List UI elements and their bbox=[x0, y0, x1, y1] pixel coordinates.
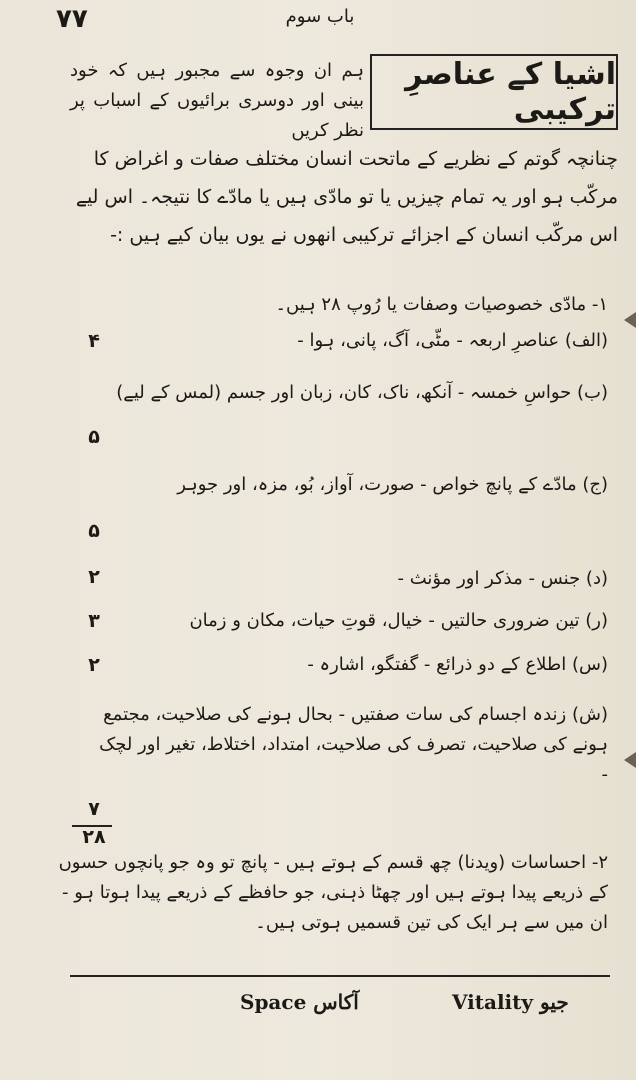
count-states: ۳ bbox=[88, 610, 100, 632]
count-gender: ۲ bbox=[88, 566, 100, 588]
footnote-divider bbox=[70, 975, 610, 977]
list-item-material: ۱- مادّی خصوصیات وصفات یا رُوپ ۲۸ ہیں۔ bbox=[275, 294, 608, 315]
count-elements: ۴ bbox=[88, 330, 100, 352]
list-item-sensations: ۲- احساسات (ویدنا) چھ قسم کے ہوتے ہیں - پانچ تو وہ جو پانچوں حسوں کے ذریعے پیدا ہوتے ہیں اور چھٹا ذہنی، جو حافظے کے ذریعے پیدا ہوتا ہو - ان میں سے ہر ایک کی تین قسمیں ہوتی ہیں۔ bbox=[58, 852, 608, 933]
count-living-qualities: ۷ bbox=[88, 798, 100, 820]
footnote-vitality: Vitality جیو bbox=[452, 990, 569, 1014]
count-total: ۲۸ bbox=[82, 826, 106, 848]
intro-paragraph: چنانچہ گوتم کے نظریے کے ماتحت انسان مختلف صفات و اغراض کا مرکّب ہو اور یہ تمام چیزیں یا تو مادّی ہیں یا مادّے کا نتیجہ۔ اس لیے اس مرکّب انسان کے اجزائے ترکیبی انھوں نے یوں بیان کیے ہیں :- bbox=[75, 148, 618, 246]
count-senses: ۵ bbox=[88, 426, 100, 448]
page-edge-mark bbox=[624, 312, 636, 328]
count-communication: ۲ bbox=[88, 654, 100, 676]
list-item-states: (ر) تین ضروری حالتیں - خیال، قوتِ حیات، مکان و زمان bbox=[189, 610, 608, 631]
list-item-elements: (الف) عناصرِ اربعہ - مٹّی، آگ، پانی، ہوا - bbox=[297, 330, 608, 351]
section-title: اشیا کے عناصرِ ترکیبی bbox=[370, 54, 618, 130]
page-number: ۷۷ bbox=[56, 4, 88, 34]
page-edge-mark bbox=[624, 752, 636, 768]
list-item-living-qualities: (ش) زندہ اجسام کی سات صفتیں - بحال ہونے کی صلاحیت، مجتمع ہونے کی صلاحیت، تصرف کی صلاحیت، امتداد، اختلاط، تغیر اور لچک - bbox=[99, 704, 608, 785]
list-item-properties: (ج) مادّے کے پانچ خواص - صورت، آواز، بُو، مزہ، اور جوہر bbox=[177, 474, 608, 495]
footnote-space: Space آکاس bbox=[240, 990, 359, 1014]
list-item-senses: (ب) حواسِ خمسہ - آنکھ، ناک، کان، زبان اور جسم (لمس کے لیے) bbox=[116, 382, 608, 403]
list-item-gender: (د) جنس - مذکر اور مؤنث - bbox=[397, 568, 608, 589]
list-item-communication: (س) اطلاع کے دو ذرائع - گفتگو، اشارہ - bbox=[307, 654, 608, 675]
count-properties: ۵ bbox=[88, 520, 100, 542]
chapter-heading: باب سوم bbox=[285, 6, 355, 27]
side-note: ہم ان وجوہ سے مجبور ہیں کہ خود بینی اور دوسری برائیوں کے اسباب پر نظر کریں bbox=[70, 60, 364, 141]
